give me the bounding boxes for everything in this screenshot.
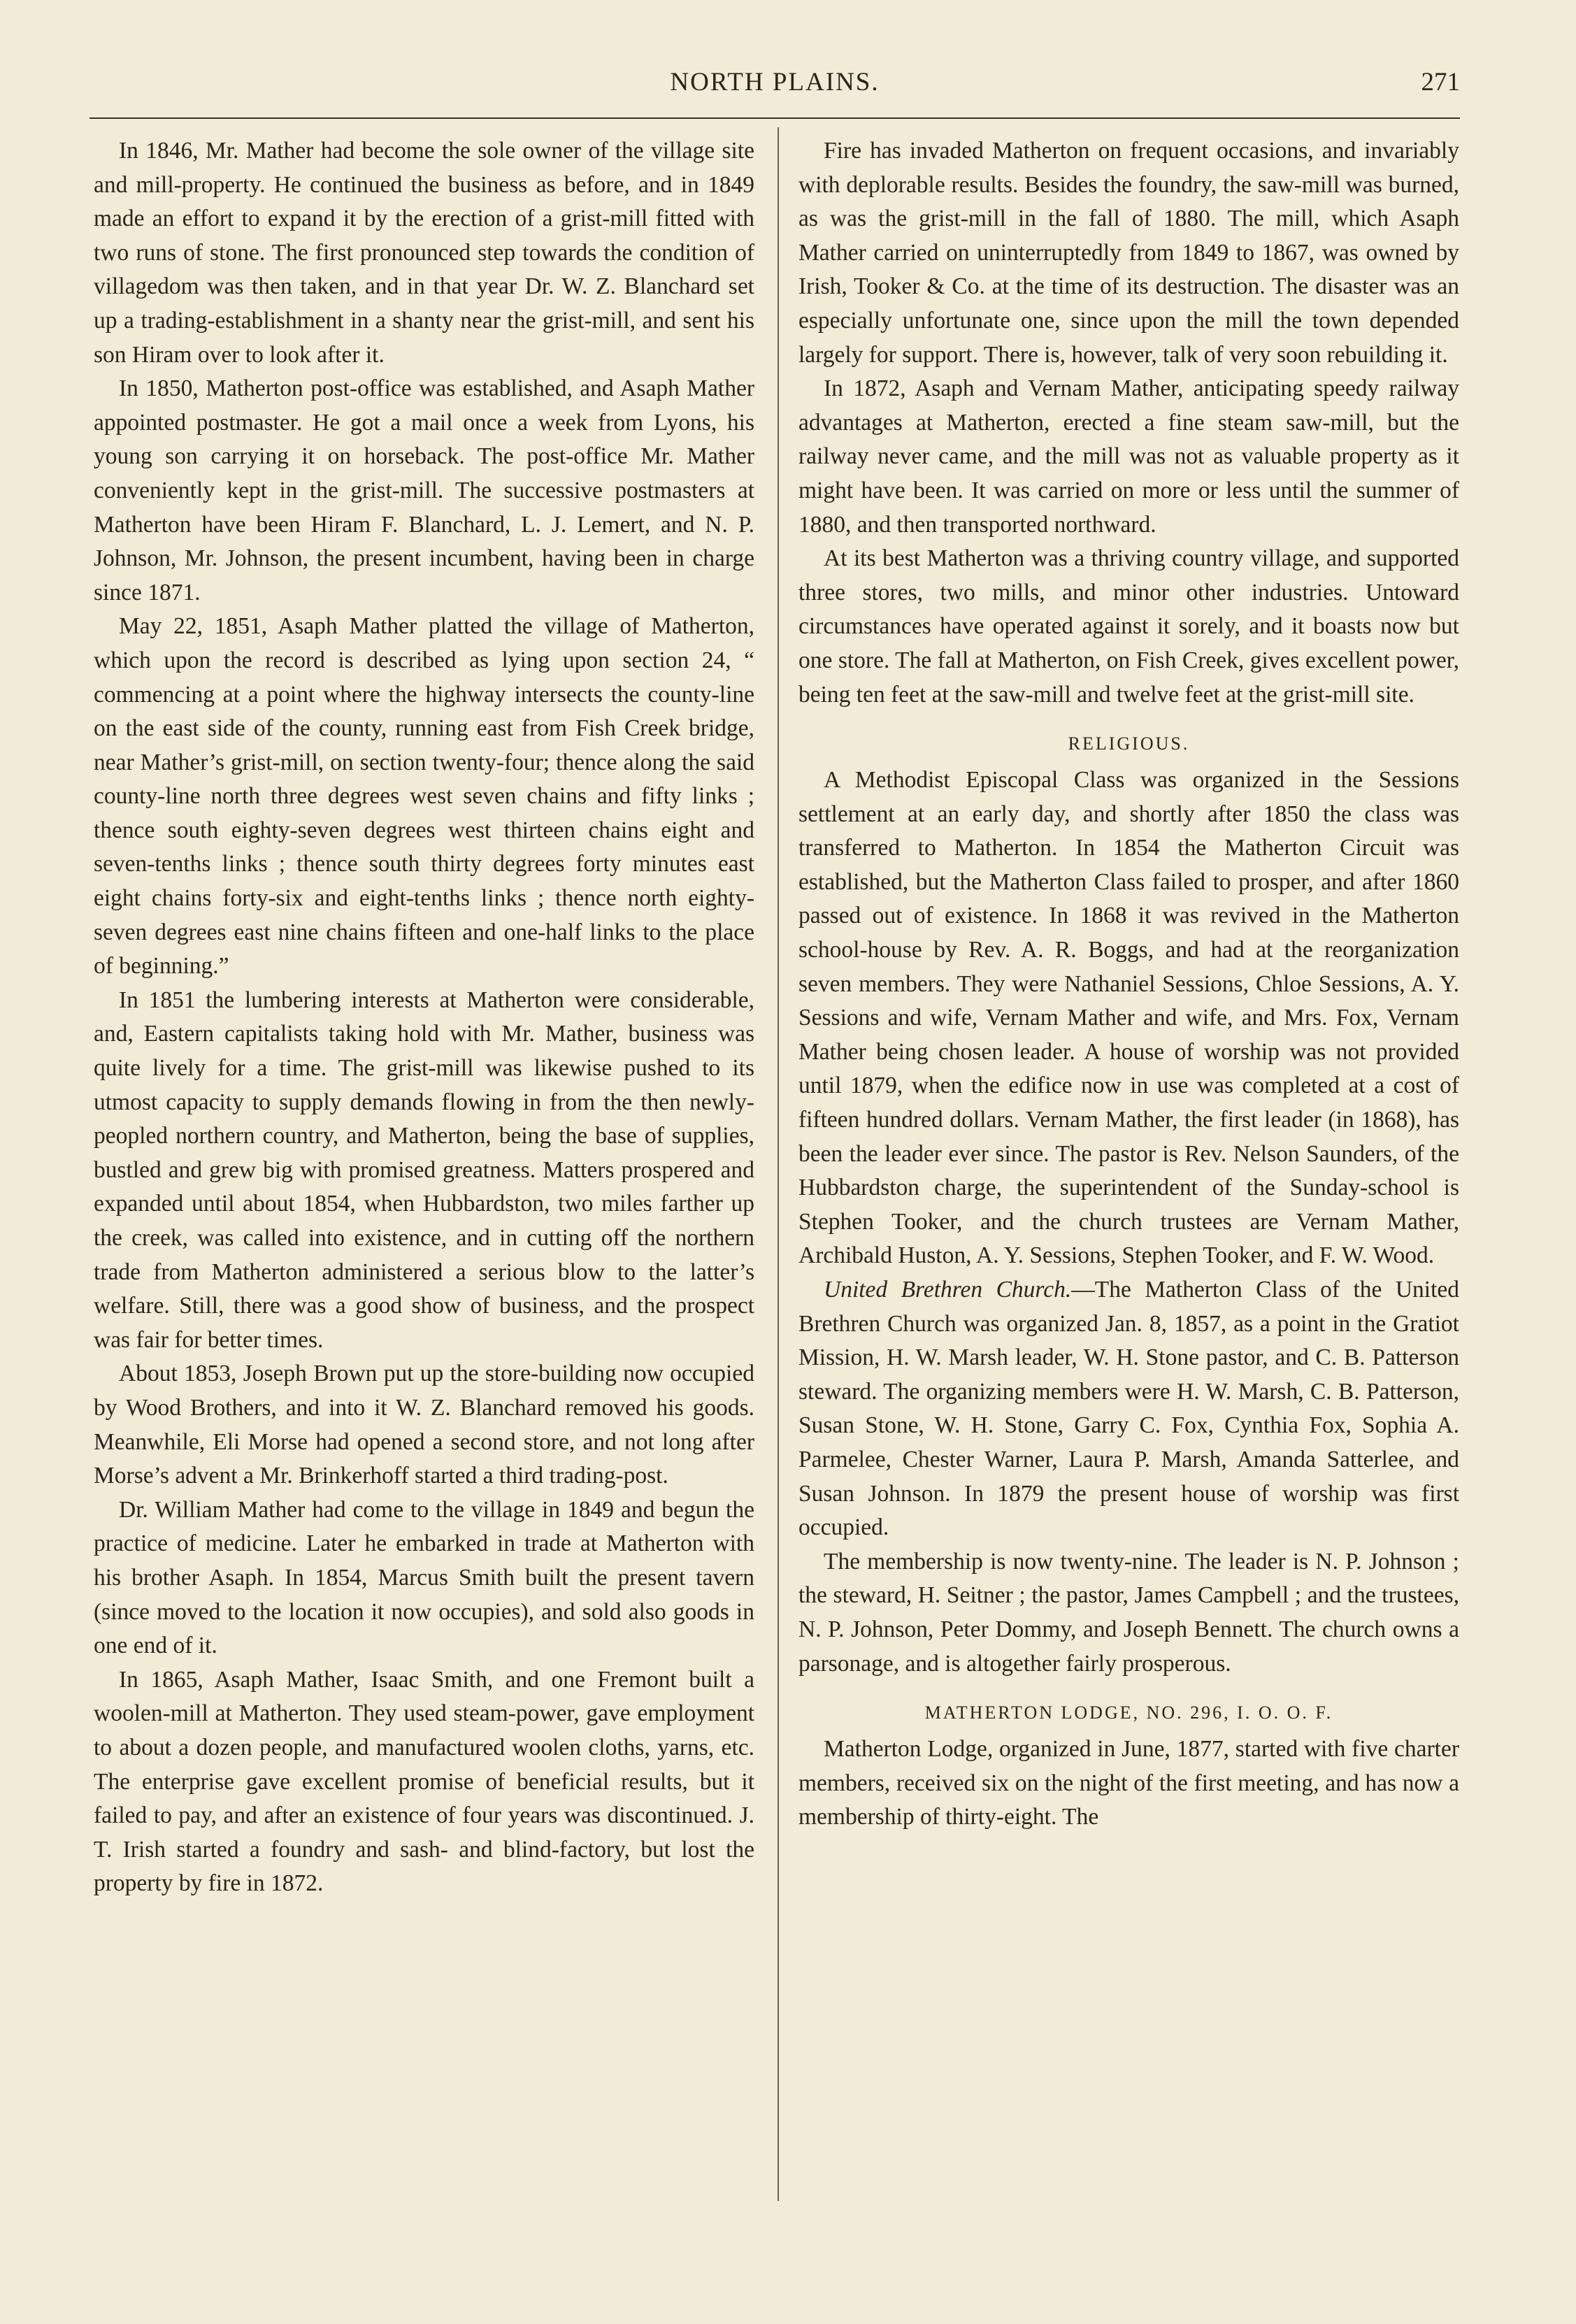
- left-column: [94, 134, 754, 2232]
- page-title: NORTH PLAINS.: [670, 68, 880, 96]
- paragraph: May 22, 1851, Asaph Mather platted the village of Matherton, which upon the record is described as lying upon section 24, “ commencing at a point where the highway intersects the county-line on the east side of the county, running east from Fish Creek bridge, near Mather’s grist-mill, on section twenty-four; thence along the said county-line north three degrees west seven chains and fifty links ; thence south eighty-seven degrees west thirteen chains eight and seven-tenths links ; thence south thirty degrees forty minutes east eight chains forty-six and eight-tenths links ; thence north eighty-seven degrees east nine chains fifteen and one-half links to the place of beginning.”: [94, 613, 754, 980]
- paragraph: In 1872, Asaph and Vernam Mather, anticipating speedy railway advantages at Matherton, erected a fine steam saw-mill, but the railway never came, and the mill was not as valuable property as it might have been. It was carried on more or less until the summer of 1880, and then transported northward.: [798, 375, 1459, 538]
- section-heading-religious: RELIGIOUS.: [1068, 733, 1190, 754]
- paragraph: In 1851 the lumbering interests at Matherton were considerable, and, Eastern capitalists taking hold with Mr. Mather, business was quite lively for a time. The grist-mill was likewise pushed to its utmost capacity to supply demands flowing in from the then newly-peopled northern country, and Matherton, being the base of supplies, bustled and grew big with promised greatness. Matters prospered and expanded until about 1854, when Hubbardston, two miles farther up the creek, was called into existence, and in cutting off the northern trade from Matherton administered a serious blow to the latter’s welfare. Still, there was a good show of business, and the prospect was fair for better times.: [94, 987, 754, 1353]
- paragraph: In 1846, Mr. Mather had become the sole owner of the village site and mill-property. He continued the business as before, and in 1849 made an effort to expand it by the erection of a grist-mill fitted with two runs of stone. The first pronounced step towards the condition of villagedom was then taken, and in that year Dr. W. Z. Blanchard set up a trading-establishment in a shanty near the grist-mill, and sent his son Hiram over to look after it.: [94, 138, 754, 368]
- running-header: [89, 62, 1460, 110]
- column-divider: [778, 127, 779, 2201]
- page-number: 271: [1421, 68, 1460, 96]
- paragraph: Fire has invaded Matherton on frequent occasions, and invariably with deplorable results. Besides the foundry, the saw-mill was burned, as was the grist-mill in the fall of 1880. The mill, which Asaph Mather carried on uninterruptedly from 1849 to 1867, was owned by Irish, Tooker & Co. at the time of its destruction. The disaster was an especially unfortunate one, since upon the mill the town depended largely for support. There is, however, talk of very soon rebuilding it.: [798, 138, 1459, 368]
- paragraph: Dr. William Mather had come to the village in 1849 and begun the practice of medicine. Later he embarked in trade at Matherton with his brother Asaph. In 1854, Marcus Smith built the present tavern (since moved to the location it now occupies), and sold also goods in one end of it.: [94, 1496, 754, 1659]
- paragraph: In 1865, Asaph Mather, Isaac Smith, and one Fremont built a woolen-mill at Matherton. They used steam-power, gave employment to about a dozen people, and manufactured woolen cloths, yarns, etc. The enterprise gave excellent promise of beneficial results, but it failed to pay, and after an existence of four years was discontinued. J. T. Irish started a foundry and sash- and blind-factory, but lost the property by fire in 1872.: [94, 1666, 754, 1897]
- paragraph-text: —The Matherton Class of the United Brethren Church was organized Jan. 8, 1857, as a point in the Gratiot Mission, H. W. Marsh leader, W. H. Stone pastor, and C. B. Patterson steward. The organizing members were H. W. Marsh, C. B. Patterson, Susan Stone, W. H. Stone, Garry C. Fox, Cynthia Fox, Sophia A. Parmelee, Chester Warner, Laura P. Marsh, Amanda Satterlee, and Susan Johnson. In 1879 the present house of worship was first occupied.: [798, 1277, 1459, 1541]
- paragraph: In 1850, Matherton post-office was established, and Asaph Mather appointed postmaster. He got a mail once a week from Lyons, his young son carrying it on horseback. The post-office Mr. Mather conveniently kept in the grist-mill. The successive postmasters at Matherton have been Hiram F. Blanchard, L. J. Lemert, and N. P. Johnson, Mr. Johnson, the present incumbent, having been in charge since 1871.: [94, 375, 754, 605]
- run-in-heading: United Brethren Church.: [824, 1277, 1072, 1303]
- section-heading-lodge: MATHERTON LODGE, NO. 296, I. O. O. F.: [924, 1702, 1333, 1723]
- paragraph: A Methodist Episcopal Class was organized in the Sessions settlement at an early day, and shortly after 1850 the class was transferred to Matherton. In 1854 the Matherton Circuit was established, but the Matherton Class failed to prosper, and after 1860 passed out of existence. In 1868 it was revived in the Matherton school-house by Rev. A. R. Boggs, and had at the reorganization seven members. They were Nathaniel Sessions, Chloe Sessions, A. Y. Sessions and wife, Vernam Mather and wife, and Mrs. Fox, Vernam Mather being chosen leader. A house of worship was not provided until 1879, when the edifice now in use was completed at a cost of fifteen hundred dollars. Vernam Mather, the first leader (in 1868), has been the leader ever since. The pastor is Rev. Nelson Saunders, of the Hubbardston charge, the superintendent of the Sunday-school is Stephen Tooker, and the church trustees are Vernam Mather, Archibald Huston, A. Y. Sessions, Stephen Tooker, and F. W. Wood.: [798, 767, 1459, 1269]
- right-column: [798, 134, 1459, 2232]
- paragraph: About 1853, Joseph Brown put up the store-building now occupied by Wood Brothers, and into it W. Z. Blanchard removed his goods. Meanwhile, Eli Morse had opened a second store, and not long after Morse’s advent a Mr. Brinkerhoff started a third trading-post.: [94, 1361, 754, 1489]
- paragraph-united-brethren: [798, 1273, 1459, 1545]
- paragraph: Matherton Lodge, organized in June, 1877, started with five charter members, received six on the night of the first meeting, and has now a membership of thirty-eight. The: [798, 1736, 1459, 1830]
- header-rule: [89, 117, 1460, 119]
- paragraph: The membership is now twenty-nine. The leader is N. P. Johnson ; the steward, H. Seitner ; the pastor, James Campbell ; and the trustees, N. P. Johnson, Peter Dommy, and Joseph Bennett. The church owns a parsonage, and is altogether fairly prosperous.: [798, 1548, 1459, 1677]
- paragraph: At its best Matherton was a thriving country village, and supported three stores, two mills, and minor other industries. Untoward circumstances have operated against it sorely, and it boasts now but one store. The fall at Matherton, on Fish Creek, gives excellent power, being ten feet at the saw-mill and twelve feet at the grist-mill site.: [798, 545, 1459, 708]
